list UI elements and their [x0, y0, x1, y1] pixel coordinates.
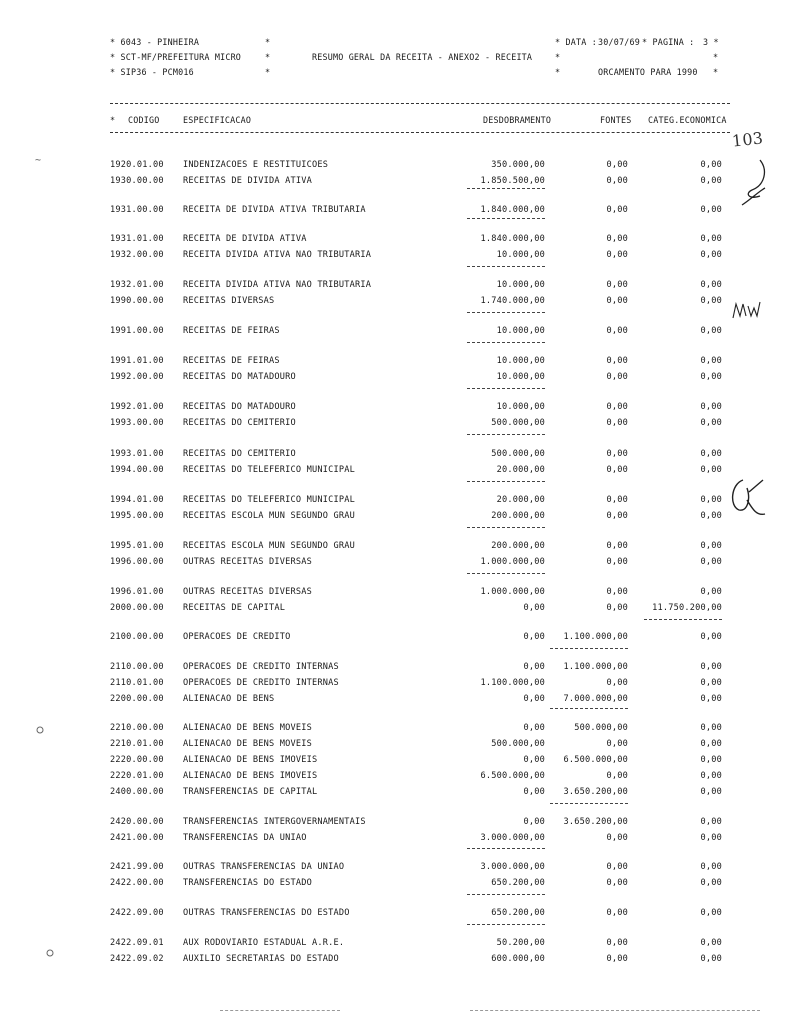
header-star-1: * — [265, 37, 271, 47]
row-category-value: 0,00 — [700, 787, 722, 797]
row-breakdown-value: 1.840.000,00 — [480, 205, 545, 215]
subtotal-rule — [550, 708, 628, 709]
row-breakdown-value: 500.000,00 — [491, 449, 545, 459]
subtotal-rule — [467, 434, 545, 435]
row-breakdown-value: 350.000,00 — [491, 160, 545, 170]
margin-circle-1 — [35, 725, 45, 735]
row-specification: RECEITA DIVIDA ATIVA NAO TRIBUTARIA — [183, 280, 372, 290]
row-breakdown-value: 0,00 — [523, 632, 545, 642]
subtotal-rule — [467, 312, 545, 313]
row-category-value: 0,00 — [700, 694, 722, 704]
row-category-value: 0,00 — [700, 723, 722, 733]
header-star-6: * — [555, 67, 561, 77]
subtotal-rule — [550, 803, 628, 804]
row-specification: OUTRAS TRANSFERENCIAS DA UNIAO — [183, 862, 345, 872]
row-code: 1994.01.00 — [110, 495, 164, 505]
subtotal-rule — [467, 894, 545, 895]
row-category-value: 0,00 — [700, 465, 722, 475]
row-category-value: 0,00 — [700, 878, 722, 888]
row-category-value: 0,00 — [700, 908, 722, 918]
row-breakdown-value: 3.000.000,00 — [480, 833, 545, 843]
row-specification: OPERACOES DE CREDITO INTERNAS — [183, 678, 339, 688]
header-line1-left: * 6043 - PINHEIRA — [110, 37, 200, 47]
row-code: 1930.00.00 — [110, 176, 164, 186]
row-breakdown-value: 200.000,00 — [491, 511, 545, 521]
row-code: 1995.01.00 — [110, 541, 164, 551]
page-number: 3 * — [703, 37, 719, 47]
row-specification: RECEITAS DE FEIRAS — [183, 356, 280, 366]
row-code: 1990.00.00 — [110, 296, 164, 306]
budget-year: ORCAMENTO PARA 1990 — [598, 67, 698, 77]
row-category-value: 0,00 — [700, 511, 722, 521]
row-breakdown-value: 600.000,00 — [491, 954, 545, 964]
row-code: 1991.00.00 — [110, 326, 164, 336]
row-specification: RECEITAS DO TELEFERICO MUNICIPAL — [183, 465, 355, 475]
header-top-rule — [110, 103, 730, 104]
row-breakdown-value: 50.200,00 — [496, 938, 545, 948]
subtotal-rule — [467, 848, 545, 849]
date-label: * DATA : — [555, 37, 597, 47]
row-breakdown-value: 1.100.000,00 — [480, 678, 545, 688]
subtotal-rule — [644, 619, 722, 620]
row-breakdown-value: 0,00 — [523, 787, 545, 797]
row-code: 2420.00.00 — [110, 817, 164, 827]
row-code: 1993.00.00 — [110, 418, 164, 428]
row-category-value: 11.750.200,00 — [652, 603, 722, 613]
header-line2-left: * SCT-MF/PREFEITURA MICRO — [110, 52, 242, 62]
row-sources-value: 0,00 — [606, 449, 628, 459]
row-sources-value: 0,00 — [606, 418, 628, 428]
subtotal-rule — [467, 388, 545, 389]
subtotal-rule — [550, 648, 628, 649]
row-sources-value: 0,00 — [606, 402, 628, 412]
row-code: 1995.00.00 — [110, 511, 164, 521]
row-specification: RECEITAS DO MATADOURO — [183, 402, 296, 412]
row-category-value: 0,00 — [700, 755, 722, 765]
row-specification: RECEITAS DE FEIRAS — [183, 326, 280, 336]
row-specification: ALIENACAO DE BENS IMOVEIS — [183, 771, 318, 781]
row-category-value: 0,00 — [700, 954, 722, 964]
row-category-value: 0,00 — [700, 296, 722, 306]
row-breakdown-value: 1.000.000,00 — [480, 557, 545, 567]
row-sources-value: 1.100.000,00 — [563, 662, 628, 672]
row-specification: RECEITAS ESCOLA MUN SEGUNDO GRAU — [183, 511, 355, 521]
row-code: 1932.01.00 — [110, 280, 164, 290]
row-specification: OPERACOES DE CREDITO INTERNAS — [183, 662, 339, 672]
row-sources-value: 0,00 — [606, 954, 628, 964]
column-code: CODIGO — [128, 115, 160, 125]
column-lead: * — [110, 115, 116, 125]
row-sources-value: 0,00 — [606, 603, 628, 613]
row-breakdown-value: 6.500.000,00 — [480, 771, 545, 781]
row-specification: RECEITAS DO MATADOURO — [183, 372, 296, 382]
subtotal-rule — [467, 218, 545, 219]
row-specification: TRANSFERENCIAS DO ESTADO — [183, 878, 312, 888]
row-code: 1931.00.00 — [110, 205, 164, 215]
row-code: 2220.00.00 — [110, 755, 164, 765]
row-code: 2100.00.00 — [110, 632, 164, 642]
row-category-value: 0,00 — [700, 176, 722, 186]
row-sources-value: 0,00 — [606, 372, 628, 382]
subtotal-rule — [467, 924, 545, 925]
row-breakdown-value: 10.000,00 — [496, 250, 545, 260]
row-category-value: 0,00 — [700, 678, 722, 688]
row-code: 2422.09.01 — [110, 938, 164, 948]
margin-circle-2 — [45, 948, 55, 958]
row-sources-value: 0,00 — [606, 833, 628, 843]
row-specification: RECEITA DE DIVIDA ATIVA — [183, 234, 307, 244]
row-category-value: 0,00 — [700, 557, 722, 567]
row-sources-value: 0,00 — [606, 739, 628, 749]
row-sources-value: 3.650.200,00 — [563, 817, 628, 827]
row-specification: AUXILIO SECRETARIAS DO ESTADO — [183, 954, 339, 964]
row-code: 1994.00.00 — [110, 465, 164, 475]
row-sources-value: 0,00 — [606, 678, 628, 688]
row-specification: TRANSFERENCIAS DE CAPITAL — [183, 787, 318, 797]
row-sources-value: 0,00 — [606, 938, 628, 948]
header-star-7: * — [713, 67, 719, 77]
row-category-value: 0,00 — [700, 160, 722, 170]
row-specification: INDENIZACOES E RESTITUICOES — [183, 160, 329, 170]
row-sources-value: 0,00 — [606, 557, 628, 567]
footer-rule-2 — [470, 1010, 760, 1011]
row-breakdown-value: 10.000,00 — [496, 402, 545, 412]
row-category-value: 0,00 — [700, 356, 722, 366]
row-sources-value: 500.000,00 — [574, 723, 628, 733]
row-code: 2000.00.00 — [110, 603, 164, 613]
row-sources-value: 0,00 — [606, 465, 628, 475]
row-code: 2200.00.00 — [110, 694, 164, 704]
row-sources-value: 0,00 — [606, 862, 628, 872]
header-star-5: * — [713, 52, 719, 62]
row-code: 1920.01.00 — [110, 160, 164, 170]
row-breakdown-value: 650.200,00 — [491, 908, 545, 918]
signature-mw — [730, 296, 770, 326]
row-category-value: 0,00 — [700, 495, 722, 505]
row-code: 2110.01.00 — [110, 678, 164, 688]
page-stamp — [730, 130, 790, 210]
row-sources-value: 0,00 — [606, 280, 628, 290]
row-code: 1996.01.00 — [110, 587, 164, 597]
row-code: 1931.01.00 — [110, 234, 164, 244]
row-specification: RECEITAS ESCOLA MUN SEGUNDO GRAU — [183, 541, 355, 551]
header-line3-left: * SIP36 - PCM016 — [110, 67, 194, 77]
subtotal-rule — [467, 266, 545, 267]
row-code: 2421.00.00 — [110, 833, 164, 843]
row-code: 1996.00.00 — [110, 557, 164, 567]
row-specification: TRANSFERENCIAS INTERGOVERNAMENTAIS — [183, 817, 366, 827]
header-star-3: * — [265, 67, 271, 77]
row-category-value: 0,00 — [700, 326, 722, 336]
column-specification: ESPECIFICACAO — [183, 115, 252, 125]
row-breakdown-value: 20.000,00 — [496, 495, 545, 505]
row-sources-value: 0,00 — [606, 326, 628, 336]
row-category-value: 0,00 — [700, 372, 722, 382]
row-category-value: 0,00 — [700, 632, 722, 642]
signature-q — [725, 470, 770, 530]
row-specification: RECEITAS DO CEMITERIO — [183, 449, 296, 459]
row-code: 1993.01.00 — [110, 449, 164, 459]
row-specification: OUTRAS TRANSFERENCIAS DO ESTADO — [183, 908, 350, 918]
row-category-value: 0,00 — [700, 418, 722, 428]
row-sources-value: 0,00 — [606, 878, 628, 888]
row-specification: RECEITAS DO CEMITERIO — [183, 418, 296, 428]
row-specification: OPERACOES DE CREDITO — [183, 632, 291, 642]
row-sources-value: 0,00 — [606, 587, 628, 597]
column-category: CATEG.ECONOMICA — [648, 115, 727, 125]
subtotal-rule — [467, 188, 545, 189]
subtotal-rule — [467, 573, 545, 574]
row-breakdown-value: 0,00 — [523, 603, 545, 613]
row-specification: RECEITA DIVIDA ATIVA NAO TRIBUTARIA — [183, 250, 372, 260]
subtotal-rule — [467, 342, 545, 343]
row-specification: ALIENACAO DE BENS IMOVEIS — [183, 755, 318, 765]
row-category-value: 0,00 — [700, 833, 722, 843]
row-specification: ALIENACAO DE BENS — [183, 694, 275, 704]
row-code: 2110.00.00 — [110, 662, 164, 672]
row-specification: OUTRAS RECEITAS DIVERSAS — [183, 587, 312, 597]
margin-mark-1: ~ — [35, 155, 42, 166]
row-breakdown-value: 500.000,00 — [491, 739, 545, 749]
row-specification: RECEITA DE DIVIDA ATIVA TRIBUTARIA — [183, 205, 366, 215]
row-specification: TRANSFERENCIAS DA UNIAO — [183, 833, 307, 843]
row-code: 2400.00.00 — [110, 787, 164, 797]
row-sources-value: 0,00 — [606, 250, 628, 260]
row-breakdown-value: 500.000,00 — [491, 418, 545, 428]
row-sources-value: 0,00 — [606, 234, 628, 244]
row-specification: RECEITAS DE CAPITAL — [183, 603, 286, 613]
row-specification: AUX RODOVIARIO ESTADUAL A.R.E. — [183, 938, 345, 948]
report-date: 30/07/69 — [598, 37, 640, 47]
row-sources-value: 1.100.000,00 — [563, 632, 628, 642]
row-breakdown-value: 10.000,00 — [496, 326, 545, 336]
row-category-value: 0,00 — [700, 771, 722, 781]
row-breakdown-value: 0,00 — [523, 694, 545, 704]
row-specification: ALIENACAO DE BENS MOVEIS — [183, 723, 312, 733]
row-code: 2220.01.00 — [110, 771, 164, 781]
row-category-value: 0,00 — [700, 739, 722, 749]
header-bottom-rule — [110, 132, 730, 133]
row-breakdown-value: 1.000.000,00 — [480, 587, 545, 597]
row-code: 2422.00.00 — [110, 878, 164, 888]
row-specification: ALIENACAO DE BENS MOVEIS — [183, 739, 312, 749]
page-label: * PAGINA : — [642, 37, 695, 47]
row-breakdown-value: 0,00 — [523, 817, 545, 827]
row-category-value: 0,00 — [700, 938, 722, 948]
row-specification: RECEITAS DIVERSAS — [183, 296, 275, 306]
row-breakdown-value: 10.000,00 — [496, 372, 545, 382]
row-category-value: 0,00 — [700, 280, 722, 290]
row-sources-value: 0,00 — [606, 511, 628, 521]
row-code: 2421.99.00 — [110, 862, 164, 872]
row-category-value: 0,00 — [700, 541, 722, 551]
row-breakdown-value: 0,00 — [523, 723, 545, 733]
row-breakdown-value: 3.000.000,00 — [480, 862, 545, 872]
header-star-2: * — [265, 52, 271, 62]
row-breakdown-value: 1.850.500,00 — [480, 176, 545, 186]
row-sources-value: 0,00 — [606, 908, 628, 918]
row-breakdown-value: 1.740.000,00 — [480, 296, 545, 306]
row-category-value: 0,00 — [700, 862, 722, 872]
row-breakdown-value: 10.000,00 — [496, 280, 545, 290]
row-code: 1992.00.00 — [110, 372, 164, 382]
row-specification: RECEITAS DO TELEFERICO MUNICIPAL — [183, 495, 355, 505]
column-sources: FONTES — [600, 115, 632, 125]
stamp-number: 103 — [731, 128, 765, 151]
row-code: 2422.09.00 — [110, 908, 164, 918]
header-star-4: * — [555, 52, 561, 62]
row-breakdown-value: 200.000,00 — [491, 541, 545, 551]
row-sources-value: 7.000.000,00 — [563, 694, 628, 704]
column-breakdown: DESDOBRAMENTO — [483, 115, 552, 125]
signature-initial — [730, 130, 790, 210]
row-category-value: 0,00 — [700, 234, 722, 244]
row-code: 1932.00.00 — [110, 250, 164, 260]
row-category-value: 0,00 — [700, 205, 722, 215]
footer-rule-1 — [220, 1010, 340, 1011]
row-category-value: 0,00 — [700, 587, 722, 597]
row-category-value: 0,00 — [700, 250, 722, 260]
row-sources-value: 0,00 — [606, 541, 628, 551]
row-sources-value: 0,00 — [606, 176, 628, 186]
row-breakdown-value: 0,00 — [523, 755, 545, 765]
row-sources-value: 0,00 — [606, 160, 628, 170]
subtotal-rule — [467, 527, 545, 528]
row-breakdown-value: 650.200,00 — [491, 878, 545, 888]
row-breakdown-value: 10.000,00 — [496, 356, 545, 366]
row-code: 2210.01.00 — [110, 739, 164, 749]
row-breakdown-value: 0,00 — [523, 662, 545, 672]
row-sources-value: 0,00 — [606, 205, 628, 215]
row-sources-value: 6.500.000,00 — [563, 755, 628, 765]
subtotal-rule — [467, 481, 545, 482]
row-sources-value: 0,00 — [606, 356, 628, 366]
row-sources-value: 0,00 — [606, 771, 628, 781]
row-specification: RECEITAS DE DIVIDA ATIVA — [183, 176, 312, 186]
row-code: 2210.00.00 — [110, 723, 164, 733]
row-code: 2422.09.02 — [110, 954, 164, 964]
row-sources-value: 0,00 — [606, 296, 628, 306]
row-specification: OUTRAS RECEITAS DIVERSAS — [183, 557, 312, 567]
row-category-value: 0,00 — [700, 662, 722, 672]
row-category-value: 0,00 — [700, 402, 722, 412]
row-breakdown-value: 20.000,00 — [496, 465, 545, 475]
row-category-value: 0,00 — [700, 817, 722, 827]
row-category-value: 0,00 — [700, 449, 722, 459]
row-code: 1991.01.00 — [110, 356, 164, 366]
report-title: RESUMO GERAL DA RECEITA - ANEXO2 - RECEITA — [312, 52, 533, 62]
row-sources-value: 0,00 — [606, 495, 628, 505]
row-code: 1992.01.00 — [110, 402, 164, 412]
row-breakdown-value: 1.840.000,00 — [480, 234, 545, 244]
row-sources-value: 3.650.200,00 — [563, 787, 628, 797]
